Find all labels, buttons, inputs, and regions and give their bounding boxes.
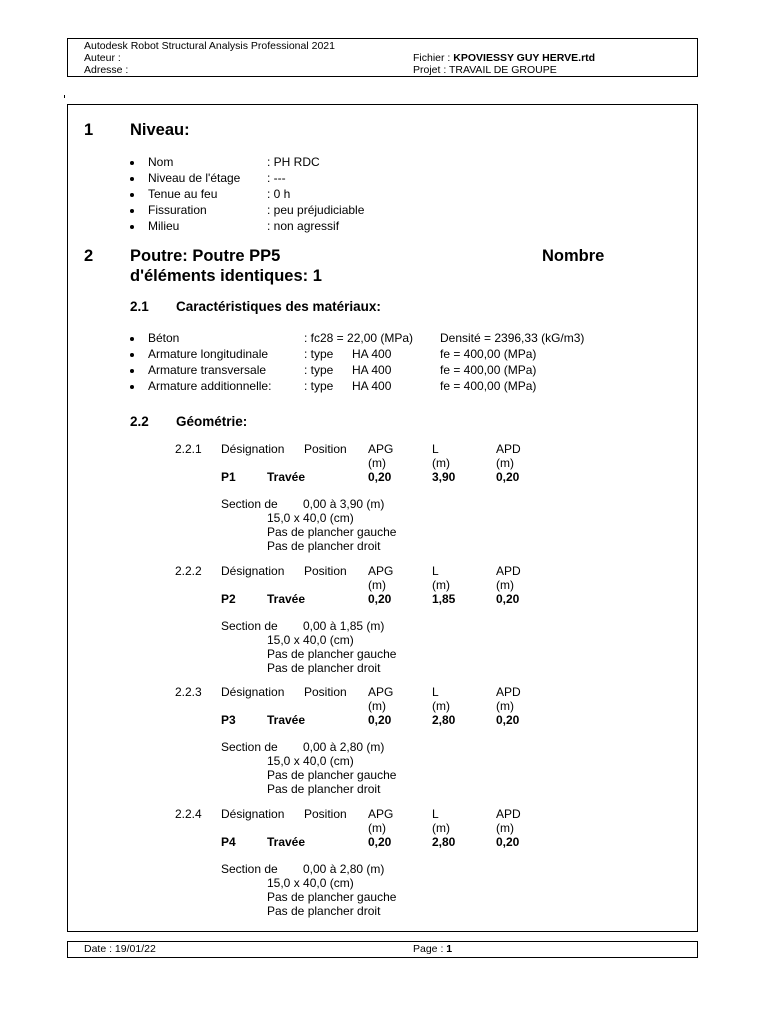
subsection-2-2-number: 2.2 bbox=[130, 414, 149, 429]
material-spec: : type bbox=[304, 379, 334, 393]
right-slab-note: Pas de plancher droit bbox=[267, 539, 381, 553]
bullet-icon bbox=[130, 161, 134, 165]
span-length: 3,90 bbox=[432, 470, 456, 484]
margin-mark bbox=[64, 95, 65, 98]
column-apg: APG bbox=[368, 685, 394, 699]
column-length: L bbox=[432, 685, 439, 699]
span-id: P2 bbox=[221, 591, 236, 606]
section-range: 0,00 à 2,80 (m) bbox=[303, 740, 385, 754]
unit-apg: (m) bbox=[368, 456, 386, 470]
section-1-number: 1 bbox=[84, 121, 94, 139]
section-1-title: Niveau: bbox=[130, 121, 190, 139]
span-position: Travée bbox=[267, 713, 306, 727]
material-label: Béton bbox=[148, 331, 180, 345]
right-slab-note: Pas de plancher droit bbox=[267, 782, 381, 796]
unit-apd: (m) bbox=[496, 577, 514, 592]
section-range: 0,00 à 1,85 (m) bbox=[303, 618, 385, 633]
left-slab-note: Pas de plancher gauche bbox=[267, 525, 397, 539]
property-label: Milieu bbox=[148, 219, 180, 233]
page-label: Page : bbox=[413, 943, 444, 955]
page-footer bbox=[67, 941, 698, 958]
material-label: Armature longitudinale bbox=[148, 347, 269, 361]
span-number: 2.2.4 bbox=[175, 806, 202, 821]
material-spec: : fc28 = 22,00 (MPa) bbox=[304, 331, 414, 345]
subsection-2-1-title: Caractéristiques des matériaux: bbox=[176, 299, 381, 314]
bullet-icon bbox=[130, 193, 134, 197]
span-position: Travée bbox=[267, 591, 306, 606]
column-apd: APD bbox=[496, 563, 521, 578]
property-label: Nom bbox=[148, 155, 174, 169]
material-property: fe = 400,00 (MPa) bbox=[440, 347, 537, 361]
column-apd: APD bbox=[496, 806, 521, 821]
material-grade: HA 400 bbox=[352, 379, 392, 393]
property-value: : --- bbox=[267, 171, 286, 185]
span-number: 2.2.3 bbox=[175, 685, 202, 699]
material-property: fe = 400,00 (MPa) bbox=[440, 379, 537, 393]
column-designation: Désignation bbox=[221, 806, 285, 821]
unit-apg: (m) bbox=[368, 820, 386, 835]
file-info bbox=[413, 52, 595, 64]
span-length: 2,80 bbox=[432, 713, 456, 727]
material-grade: HA 400 bbox=[352, 347, 392, 361]
project-label: Projet : TRAVAIL DE GROUPE bbox=[413, 64, 557, 76]
property-value: : 0 h bbox=[267, 187, 291, 201]
column-position: Position bbox=[304, 563, 347, 578]
material-label: Armature transversale bbox=[148, 363, 267, 377]
material-property: fe = 400,00 (MPa) bbox=[440, 363, 537, 377]
software-name: Autodesk Robot Structural Analysis Professional 2021 bbox=[84, 40, 335, 52]
column-apg: APG bbox=[368, 806, 394, 821]
unit-apd: (m) bbox=[496, 820, 514, 835]
bullet-icon bbox=[130, 209, 134, 213]
span-length: 2,80 bbox=[432, 834, 456, 849]
property-value: : non agressif bbox=[267, 219, 340, 233]
column-designation: Désignation bbox=[221, 442, 285, 456]
section-dimensions: 15,0 x 40,0 (cm) bbox=[267, 632, 354, 647]
section-range: 0,00 à 3,90 (m) bbox=[303, 497, 385, 511]
section-2-title-right: Nombre bbox=[542, 247, 605, 265]
column-apg: APG bbox=[368, 442, 394, 456]
unit-apd: (m) bbox=[496, 456, 514, 470]
page-indicator bbox=[413, 942, 452, 957]
property-value: : PH RDC bbox=[267, 155, 320, 169]
section-dimensions: 15,0 x 40,0 (cm) bbox=[267, 754, 354, 768]
left-slab-note: Pas de plancher gauche bbox=[267, 768, 397, 782]
span-apg: 0,20 bbox=[368, 713, 392, 727]
span-apg: 0,20 bbox=[368, 834, 392, 849]
print-date: Date : 19/01/22 bbox=[84, 943, 156, 955]
bullet-icon bbox=[130, 225, 134, 229]
span-number: 2.2.2 bbox=[175, 563, 202, 578]
column-apd: APD bbox=[496, 685, 521, 699]
material-spec: : type bbox=[304, 347, 334, 361]
unit-length: (m) bbox=[432, 699, 450, 713]
unit-length: (m) bbox=[432, 820, 450, 835]
column-designation: Désignation bbox=[221, 685, 285, 699]
right-slab-note: Pas de plancher droit bbox=[267, 660, 381, 675]
column-apd: APD bbox=[496, 442, 521, 456]
bullet-icon bbox=[130, 177, 134, 181]
bullet-icon bbox=[130, 369, 134, 373]
column-position: Position bbox=[304, 685, 347, 699]
bullet-icon bbox=[130, 337, 134, 341]
material-grade: HA 400 bbox=[352, 363, 392, 377]
property-value: : peu préjudiciable bbox=[267, 203, 365, 217]
bullet-icon bbox=[130, 353, 134, 357]
section-dimensions: 15,0 x 40,0 (cm) bbox=[267, 875, 354, 890]
span-position: Travée bbox=[267, 470, 306, 484]
section-2-title: Poutre: Poutre PP5 bbox=[130, 247, 281, 265]
property-label: Niveau de l'étage bbox=[148, 171, 241, 185]
section-range: 0,00 à 2,80 (m) bbox=[303, 861, 385, 876]
material-label: Armature additionnelle: bbox=[148, 379, 272, 393]
right-slab-note: Pas de plancher droit bbox=[267, 903, 381, 918]
span-id: P3 bbox=[221, 713, 236, 727]
section-2-title-line2: d'éléments identiques: 1 bbox=[130, 267, 322, 285]
span-id: P4 bbox=[221, 834, 236, 849]
span-apd: 0,20 bbox=[496, 713, 520, 727]
column-length: L bbox=[432, 563, 439, 578]
unit-length: (m) bbox=[432, 577, 450, 592]
column-designation: Désignation bbox=[221, 563, 285, 578]
section-dimensions: 15,0 x 40,0 (cm) bbox=[267, 511, 354, 525]
unit-length: (m) bbox=[432, 456, 450, 470]
bullet-icon bbox=[130, 385, 134, 389]
property-label: Fissuration bbox=[148, 203, 207, 217]
subsection-2-1-number: 2.1 bbox=[130, 299, 149, 314]
material-spec: : type bbox=[304, 363, 334, 377]
section-2-number: 2 bbox=[84, 247, 94, 265]
left-slab-note: Pas de plancher gauche bbox=[267, 646, 397, 661]
unit-apg: (m) bbox=[368, 577, 386, 592]
file-label: Fichier : bbox=[413, 52, 451, 64]
section-label: Section de bbox=[221, 861, 278, 876]
left-slab-note: Pas de plancher gauche bbox=[267, 889, 397, 904]
column-position: Position bbox=[304, 442, 347, 456]
section-label: Section de bbox=[221, 618, 278, 633]
author-label: Auteur : bbox=[84, 52, 121, 64]
section-label: Section de bbox=[221, 497, 278, 511]
span-apg: 0,20 bbox=[368, 470, 392, 484]
page-number: 1 bbox=[446, 943, 453, 955]
span-id: P1 bbox=[221, 470, 236, 484]
property-label: Tenue au feu bbox=[148, 187, 218, 201]
file-name: KPOVIESSY GUY HERVE.rtd bbox=[453, 52, 596, 64]
span-apd: 0,20 bbox=[496, 470, 520, 484]
column-length: L bbox=[432, 442, 439, 456]
span-position: Travée bbox=[267, 834, 306, 849]
unit-apg: (m) bbox=[368, 699, 386, 713]
column-length: L bbox=[432, 806, 439, 821]
material-property: Densité = 2396,33 (kG/m3) bbox=[440, 331, 585, 345]
span-number: 2.2.1 bbox=[175, 442, 202, 456]
subsection-2-2-title: Géométrie: bbox=[176, 414, 248, 429]
column-apg: APG bbox=[368, 563, 394, 578]
span-length: 1,85 bbox=[432, 591, 456, 606]
unit-apd: (m) bbox=[496, 699, 514, 713]
span-apd: 0,20 bbox=[496, 591, 520, 606]
span-apg: 0,20 bbox=[368, 591, 392, 606]
column-position: Position bbox=[304, 806, 347, 821]
page-header bbox=[67, 38, 698, 77]
section-label: Section de bbox=[221, 740, 278, 754]
address-label: Adresse : bbox=[84, 64, 129, 76]
span-apd: 0,20 bbox=[496, 834, 520, 849]
